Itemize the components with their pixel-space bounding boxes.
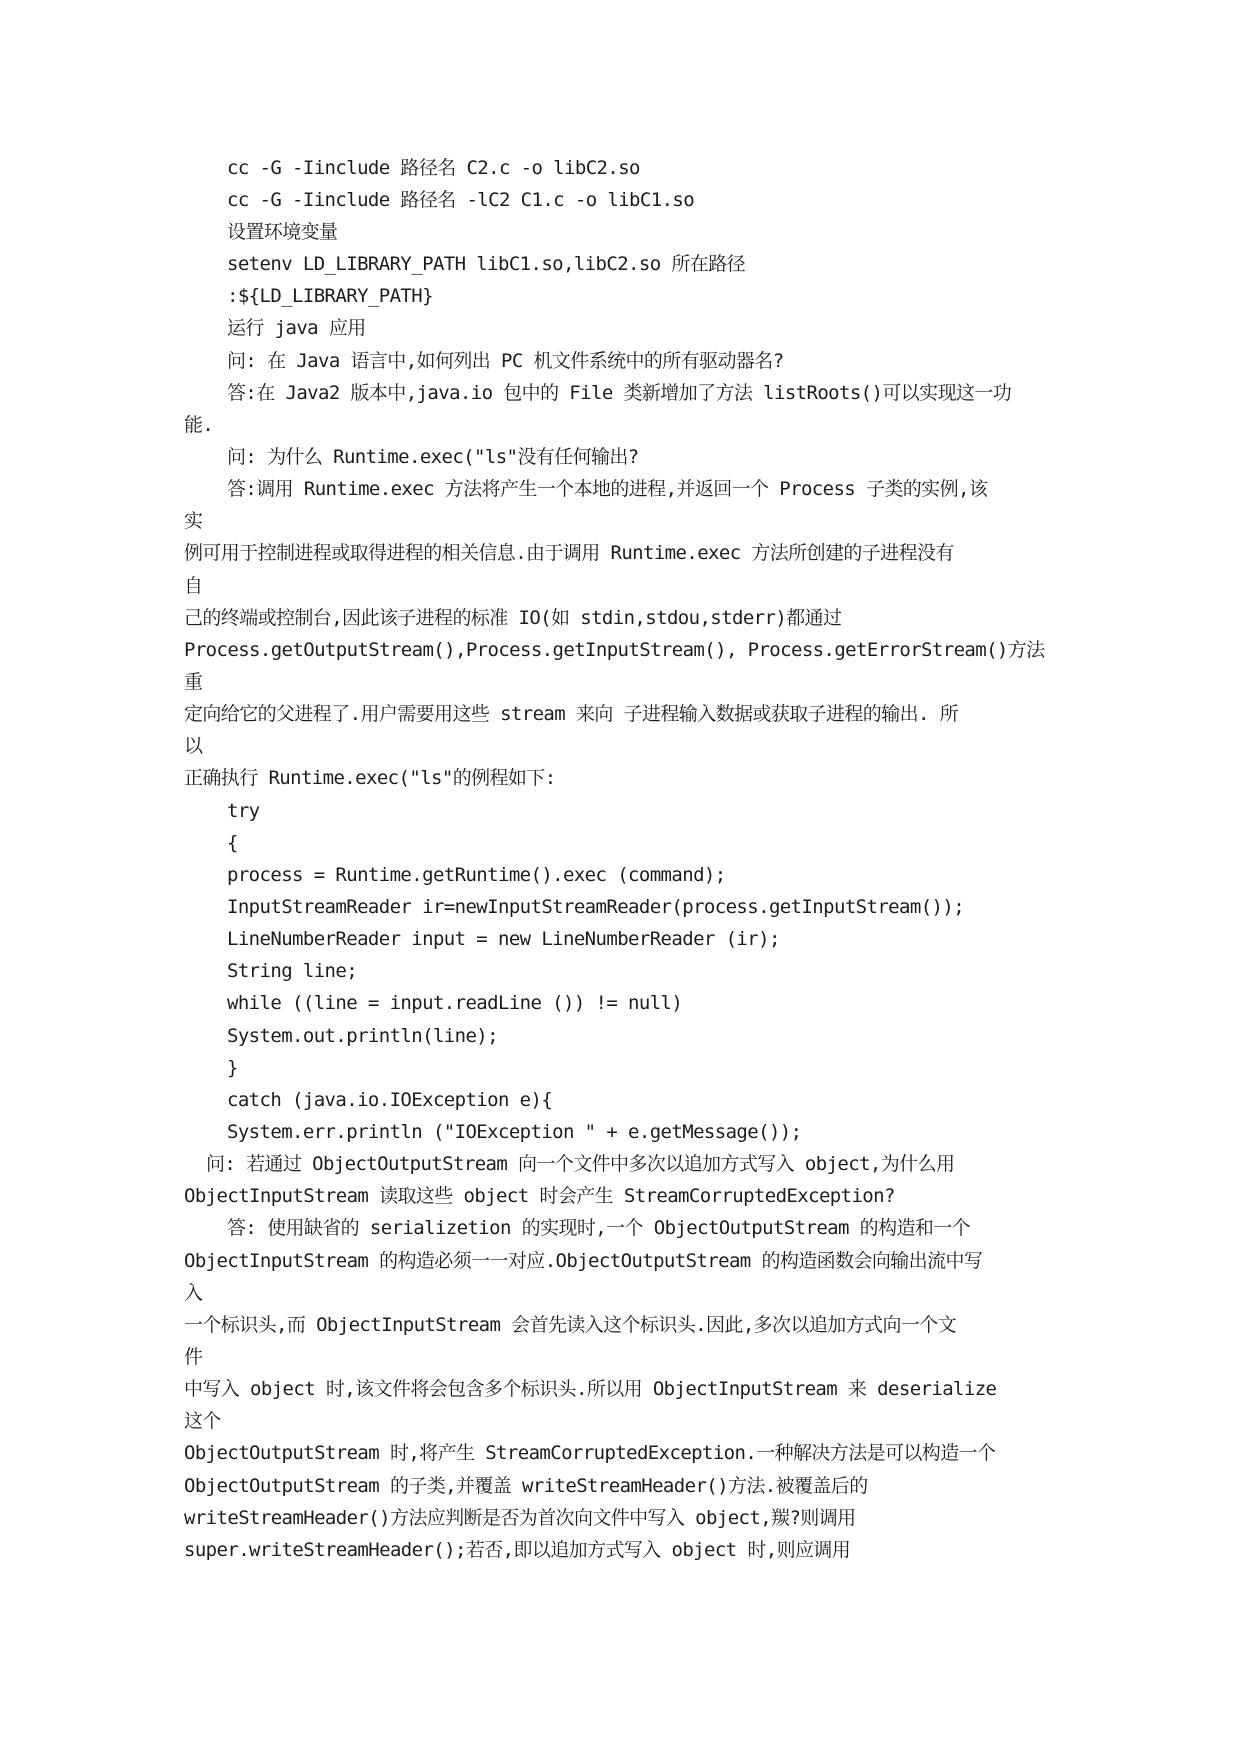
text-line: 中写入 object 时,该文件将会包含多个标识头.所以用 ObjectInputStream 来 deserialize <box>184 1378 997 1400</box>
text-line: 定向给它的父进程了.用户需要用这些 stream 来向 子进程输入数据或获取子进程的输出. 所 <box>184 703 959 725</box>
text-line: ObjectOutputStream 的子类,并覆盖 writeStreamHeader()方法.被覆盖后的 <box>184 1475 868 1497</box>
text-line: cc -G -Iinclude 路径名 -lC2 C1.c -o libC1.so <box>227 189 695 211</box>
text-line: writeStreamHeader()方法应判断是否为首次向文件中写入 object,羰?则调用 <box>184 1507 856 1529</box>
text-line: 问: 在 Java 语言中,如何列出 PC 机文件系统中的所有驱动器名? <box>227 350 784 372</box>
text-line: 设置环境变量 <box>227 221 338 243</box>
text-line: 正确执行 Runtime.exec("ls"的例程如下: <box>184 767 556 789</box>
text-line: super.writeStreamHeader();若否,即以追加方式写入 object 时,则应调用 <box>184 1539 851 1561</box>
text-line: 答: 使用缺省的 serializetion 的实现时,一个 ObjectOutputStream 的构造和一个 <box>227 1217 971 1239</box>
text-line: 入 <box>184 1282 203 1304</box>
text-line: setenv LD_LIBRARY_PATH libC1.so,libC2.so 所在路径 <box>227 253 745 275</box>
text-line: 答:在 Java2 版本中,java.io 包中的 File 类新增加了方法 listRoots()可以实现这一功 <box>227 382 1012 404</box>
text-line: 问: 为什么 Runtime.exec("ls"没有任何输出? <box>227 446 639 468</box>
code-line: catch (java.io.IOException e){ <box>227 1089 553 1111</box>
text-line: 重 <box>184 671 203 693</box>
code-line: InputStreamReader ir=newInputStreamReader(process.getInputStream()); <box>227 896 965 918</box>
text-line: 运行 java 应用 <box>227 317 366 339</box>
code-line: System.out.println(line); <box>227 1025 498 1047</box>
text-line: Process.getOutputStream(),Process.getInputStream(), Process.getErrorStream()方法 <box>184 639 1045 661</box>
text-line: 自 <box>184 575 203 597</box>
code-line: LineNumberReader input = new LineNumberReader (ir); <box>227 928 780 950</box>
text-line: 例可用于控制进程或取得进程的相关信息.由于调用 Runtime.exec 方法所创建的子进程没有 <box>184 542 954 564</box>
code-line: while ((line = input.readLine ()) != null) <box>227 992 683 1014</box>
text-line: 己的终端或控制台,因此该子进程的标准 IO(如 stdin,stdou,stderr)都通过 <box>184 607 842 629</box>
text-line: 以 <box>184 735 203 757</box>
text-line: 件 <box>184 1346 203 1368</box>
text-line: ObjectInputStream 的构造必须一一对应.ObjectOutputStream 的构造函数会向输出流中写 <box>184 1250 983 1272</box>
text-line: 答:调用 Runtime.exec 方法将产生一个本地的进程,并返回一个 Process 子类的实例,该 <box>227 478 988 500</box>
code-line: } <box>227 1057 238 1079</box>
text-line: :${LD_LIBRARY_PATH} <box>227 285 433 307</box>
code-line: System.err.println ("IOException " + e.getMessage()); <box>227 1121 802 1143</box>
code-line: String line; <box>227 960 358 982</box>
code-line: try <box>227 800 260 822</box>
text-line: ObjectOutputStream 时,将产生 StreamCorruptedException.一种解决方法是可以构造一个 <box>184 1442 996 1464</box>
code-line: { <box>227 832 238 854</box>
text-line: 问: 若通过 ObjectOutputStream 向一个文件中多次以追加方式写入 object,为什么用 <box>206 1153 955 1175</box>
code-line: process = Runtime.getRuntime().exec (command); <box>227 864 726 886</box>
text-line: ObjectInputStream 读取这些 object 时会产生 StreamCorruptedException? <box>184 1185 895 1207</box>
text-line: 能. <box>184 414 214 436</box>
text-line: 一个标识头,而 ObjectInputStream 会首先读入这个标识头.因此,多次以追加方式向一个文 <box>184 1314 957 1336</box>
text-line: 实 <box>184 510 203 532</box>
text-line: cc -G -Iinclude 路径名 C2.c -o libC2.so <box>227 157 640 179</box>
text-line: 这个 <box>184 1410 221 1432</box>
